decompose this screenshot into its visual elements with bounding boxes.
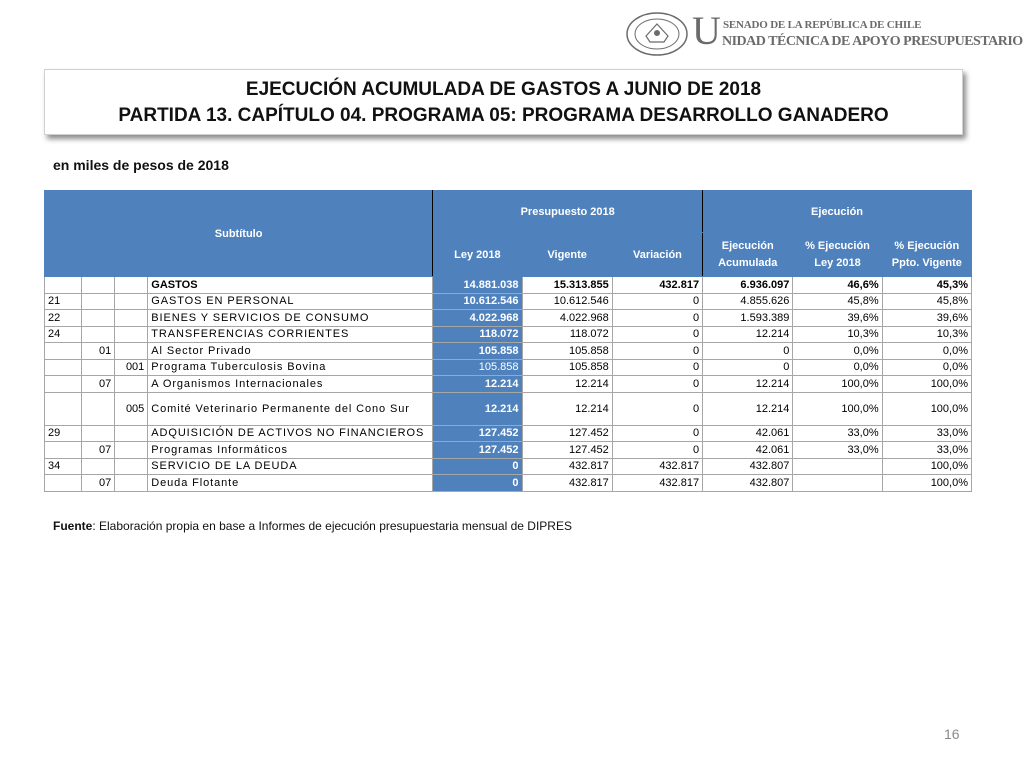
cell-sub	[45, 359, 82, 376]
cell-desc: Programas Informáticos	[148, 442, 433, 459]
cell-sub	[45, 277, 82, 294]
cell-variacion: 0	[612, 392, 702, 425]
cell-vigente: 105.858	[522, 359, 612, 376]
cell-sub	[45, 376, 82, 393]
cell-variacion: 0	[612, 326, 702, 343]
cell-sub	[45, 442, 82, 459]
cell-asig	[115, 326, 148, 343]
header-pct-ley	[793, 233, 882, 277]
cell-sub	[45, 475, 82, 492]
cell-ley: 0	[433, 458, 522, 475]
cell-asig	[115, 343, 148, 360]
cell-item	[82, 277, 115, 294]
header-pct-ppto-line2: Ppto. Vigente	[891, 256, 962, 269]
table-row	[45, 425, 972, 442]
cell-pct-ley: 39,6%	[793, 310, 882, 327]
cell-pct-ppto: 100,0%	[882, 475, 971, 492]
cell-pct-ley	[793, 458, 882, 475]
cell-desc: SERVICIO DE LA DEUDA	[148, 458, 433, 475]
senate-logo	[626, 8, 1023, 58]
cell-asig	[115, 425, 148, 442]
cell-sub	[45, 392, 82, 425]
cell-pct-ppto: 100,0%	[882, 392, 971, 425]
header-pct-ley-line2: Ley 2018	[814, 256, 861, 269]
cell-asig	[115, 277, 148, 294]
table-row	[45, 442, 972, 459]
cell-asig	[115, 475, 148, 492]
source-label: Fuente	[53, 519, 93, 533]
cell-ley: 105.858	[433, 343, 522, 360]
cell-item	[82, 359, 115, 376]
cell-sub	[45, 343, 82, 360]
table-row	[45, 277, 972, 294]
cell-pct-ppto: 0,0%	[882, 343, 971, 360]
cell-pct-ley: 33,0%	[793, 425, 882, 442]
cell-vigente: 15.313.855	[522, 277, 612, 294]
cell-asig	[115, 442, 148, 459]
cell-item: 01	[82, 343, 115, 360]
cell-asig: 005	[115, 392, 148, 425]
header-pct-ppto	[882, 233, 971, 277]
cell-ejec: 12.214	[703, 326, 793, 343]
cell-pct-ppto: 0,0%	[882, 359, 971, 376]
header-ejec-acum-line2: Acumulada	[718, 256, 778, 269]
cell-sub: 34	[45, 458, 82, 475]
cell-ley: 105.858	[433, 359, 522, 376]
cell-desc: Comité Veterinario Permanente del Cono Sur	[148, 392, 433, 425]
cell-asig	[115, 458, 148, 475]
cell-vigente: 432.817	[522, 475, 612, 492]
cell-pct-ppto: 10,3%	[882, 326, 971, 343]
cell-desc: Al Sector Privado	[148, 343, 433, 360]
table-row	[45, 343, 972, 360]
cell-vigente: 12.214	[522, 392, 612, 425]
cell-asig: 001	[115, 359, 148, 376]
cell-item	[82, 392, 115, 425]
table-row	[45, 475, 972, 492]
header-ejec-acum-line1: Ejecución	[721, 239, 774, 252]
header-subtitulo: Subtítulo	[45, 191, 433, 277]
cell-vigente: 127.452	[522, 425, 612, 442]
table-row	[45, 376, 972, 393]
cell-pct-ley: 46,6%	[793, 277, 882, 294]
cell-pct-ley: 0,0%	[793, 359, 882, 376]
cell-pct-ley: 45,8%	[793, 293, 882, 310]
cell-variacion: 432.817	[612, 475, 702, 492]
cell-ejec: 432.807	[703, 458, 793, 475]
cell-ley: 118.072	[433, 326, 522, 343]
senate-seal-icon	[626, 12, 688, 56]
cell-sub: 22	[45, 310, 82, 327]
cell-ley: 4.022.968	[433, 310, 522, 327]
cell-ley: 127.452	[433, 442, 522, 459]
cell-pct-ley: 100,0%	[793, 376, 882, 393]
header-pct-ley-line1: % Ejecución	[805, 239, 870, 252]
cell-item	[82, 458, 115, 475]
brand-line-2: NIDAD TÉCNICA DE APOYO PRESUPUESTARIO	[722, 34, 1023, 49]
cell-pct-ppto: 33,0%	[882, 442, 971, 459]
cell-ejec: 0	[703, 359, 793, 376]
cell-desc: ADQUISICIÓN DE ACTIVOS NO FINANCIEROS	[148, 425, 433, 442]
header-ejecucion: Ejecución	[703, 191, 972, 233]
cell-ejec: 0	[703, 343, 793, 360]
cell-item: 07	[82, 475, 115, 492]
cell-variacion: 432.817	[612, 277, 702, 294]
cell-variacion: 432.817	[612, 458, 702, 475]
cell-ejec: 12.214	[703, 392, 793, 425]
cell-pct-ppto: 45,3%	[882, 277, 971, 294]
cell-pct-ppto: 45,8%	[882, 293, 971, 310]
title-box	[44, 69, 963, 135]
cell-item: 07	[82, 376, 115, 393]
source-note	[53, 519, 572, 533]
cell-vigente: 118.072	[522, 326, 612, 343]
cell-ley: 127.452	[433, 425, 522, 442]
source-text: : Elaboración propia en base a Informes de ejecución presupuestaria mensual de DIPRES	[92, 519, 572, 533]
cell-desc: BIENES Y SERVICIOS DE CONSUMO	[148, 310, 433, 327]
cell-vigente: 105.858	[522, 343, 612, 360]
cell-item	[82, 326, 115, 343]
cell-pct-ley: 10,3%	[793, 326, 882, 343]
budget-table	[44, 190, 972, 492]
cell-variacion: 0	[612, 310, 702, 327]
header-presupuesto: Presupuesto 2018	[433, 191, 703, 233]
cell-variacion: 0	[612, 293, 702, 310]
cell-variacion: 0	[612, 425, 702, 442]
cell-item: 07	[82, 442, 115, 459]
cell-pct-ley: 0,0%	[793, 343, 882, 360]
table-body	[45, 277, 972, 492]
cell-item	[82, 293, 115, 310]
cell-desc: TRANSFERENCIAS CORRIENTES	[148, 326, 433, 343]
cell-ley: 12.214	[433, 376, 522, 393]
table-row	[45, 310, 972, 327]
cell-ley: 12.214	[433, 392, 522, 425]
table-row	[45, 326, 972, 343]
cell-ejec: 42.061	[703, 442, 793, 459]
cell-pct-ppto: 100,0%	[882, 458, 971, 475]
header-vigente: Vigente	[522, 233, 612, 277]
table-row	[45, 392, 972, 425]
cell-sub: 21	[45, 293, 82, 310]
cell-sub: 29	[45, 425, 82, 442]
cell-variacion: 0	[612, 359, 702, 376]
brand-line-1: SENADO DE LA REPÚBLICA DE CHILE	[723, 19, 922, 31]
cell-desc: GASTOS	[148, 277, 433, 294]
cell-vigente: 432.817	[522, 458, 612, 475]
cell-variacion: 0	[612, 376, 702, 393]
cell-vigente: 4.022.968	[522, 310, 612, 327]
cell-vigente: 127.452	[522, 442, 612, 459]
cell-ejec: 432.807	[703, 475, 793, 492]
cell-vigente: 12.214	[522, 376, 612, 393]
cell-ley: 14.881.038	[433, 277, 522, 294]
cell-ley: 0	[433, 475, 522, 492]
cell-variacion: 0	[612, 343, 702, 360]
cell-desc: GASTOS EN PERSONAL	[148, 293, 433, 310]
brand-letter: U	[692, 8, 721, 53]
cell-pct-ley	[793, 475, 882, 492]
cell-ejec: 4.855.626	[703, 293, 793, 310]
page-subtitle: PARTIDA 13. CAPÍTULO 04. PROGRAMA 05: PROGRAMA DESARROLLO GANADERO	[118, 105, 889, 126]
table-row	[45, 293, 972, 310]
cell-ejec: 1.593.389	[703, 310, 793, 327]
cell-pct-ppto: 39,6%	[882, 310, 971, 327]
cell-ejec: 42.061	[703, 425, 793, 442]
cell-ley: 10.612.546	[433, 293, 522, 310]
cell-desc: Programa Tuberculosis Bovina	[148, 359, 433, 376]
cell-asig	[115, 293, 148, 310]
units-note: en miles de pesos de 2018	[53, 157, 229, 173]
table-row	[45, 359, 972, 376]
header-variacion: Variación	[612, 233, 702, 277]
cell-ejec: 12.214	[703, 376, 793, 393]
cell-desc: A Organismos Internacionales	[148, 376, 433, 393]
cell-sub: 24	[45, 326, 82, 343]
cell-pct-ley: 100,0%	[793, 392, 882, 425]
cell-asig	[115, 376, 148, 393]
cell-ejec: 6.936.097	[703, 277, 793, 294]
table-row	[45, 458, 972, 475]
header-pct-ppto-line1: % Ejecución	[894, 239, 960, 252]
cell-vigente: 10.612.546	[522, 293, 612, 310]
header-ejecucion-acumulada	[703, 233, 793, 277]
cell-pct-ley: 33,0%	[793, 442, 882, 459]
page-number: 16	[944, 726, 960, 742]
cell-asig	[115, 310, 148, 327]
cell-item	[82, 310, 115, 327]
cell-pct-ppto: 33,0%	[882, 425, 971, 442]
cell-item	[82, 425, 115, 442]
cell-pct-ppto: 100,0%	[882, 376, 971, 393]
cell-variacion: 0	[612, 442, 702, 459]
header-ley: Ley 2018	[433, 233, 522, 277]
page-title: EJECUCIÓN ACUMULADA DE GASTOS A JUNIO DE 2018	[245, 79, 762, 100]
cell-desc: Deuda Flotante	[148, 475, 433, 492]
